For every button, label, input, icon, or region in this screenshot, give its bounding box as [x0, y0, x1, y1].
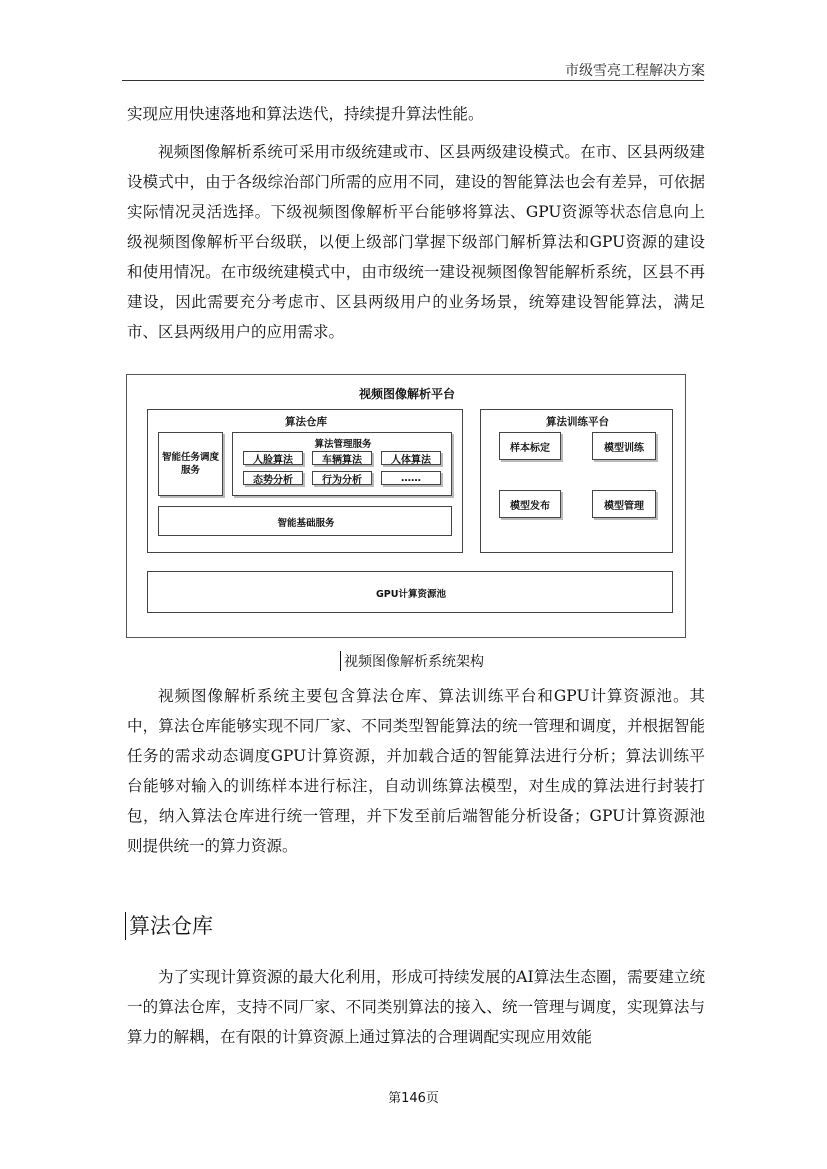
section-heading: 算法仓库 [125, 912, 213, 940]
management-box [232, 432, 452, 496]
training-item-publish: 模型发布 [499, 490, 561, 518]
base-service-box [158, 506, 452, 536]
algo-situation: 态势分析 [243, 471, 303, 485]
page-number: 第146页 [388, 1091, 439, 1106]
algo-more: …… [381, 471, 441, 485]
algo-body: 人体算法 [381, 451, 441, 465]
gpu-pool-box [147, 571, 673, 613]
header-divider [122, 80, 704, 81]
repository-title: 算法仓库 [285, 416, 327, 428]
algo-behavior: 行为分析 [312, 471, 372, 485]
training-item-train: 模型训练 [592, 432, 656, 460]
training-box [480, 409, 673, 553]
algo-vehicle: 车辆算法 [312, 451, 372, 465]
paragraph-3: 为了实现计算资源的最大化利用，形成可持续发展的AI算法生态圈，需要建立统一的算法仓库，支持不同厂家、不同类别算法的接入、统一管理与调度，实现算法与算力的解耦，在有限的计算资源上通过算法的合理调配实现应用效能 [127, 968, 705, 1046]
gpu-pool-label: GPU计算资源池 [376, 589, 446, 600]
training-item-labeling: 样本标定 [499, 432, 561, 460]
scheduler-box [158, 432, 223, 496]
base-service-label: 智能基础服务 [277, 518, 335, 529]
scheduler-label: 智能任务调度服务 [161, 452, 219, 476]
architecture-diagram [126, 374, 686, 638]
paragraph-1: 视频图像解析系统可采用市级统建或市、区县两级建设模式。在市、区县两级建设模式中，由于各级综治部门所需的应用不同，建设的智能算法也会有差异，可依据实际情况灵活选择。下级视频图像解析平台能够将算法、GPU资源等状态信息向上级视频图像解析平台级联，以便上级部门掌握下级部门解析算法和GPU资源的建设和使用情况。在市级统建模式中，由市级统一建设视频图像智能解析系统，区县不再建设，因此需要充分考虑市、区县两级用户的业务场景，统筹建设智能算法，满足市、区县两级用户的应用需求。 [127, 143, 705, 341]
header-title: 市级雪亮工程解决方案 [565, 63, 705, 79]
training-title: 算法训练平台 [546, 416, 609, 428]
figure-caption: 视频图像解析系统架构 [340, 651, 484, 671]
paragraph-0: 实现应用快速落地和算法迭代，持续提升算法性能。 [127, 105, 484, 123]
training-item-manage: 模型管理 [592, 490, 656, 518]
paragraph-2: 视频图像解析系统主要包含算法仓库、算法训练平台和GPU计算资源池。其中，算法仓库能够实现不同厂家、不同类型智能算法的统一管理和调度，并根据智能任务的需求动态调度GPU计算资源，并加载合适的智能算法进行分析；算法训练平台能够对输入的训练样本进行标注，自动训练算法模型，对生成的算法进行封装打包，纳入算法仓库进行统一管理，并下发至前后端智能分析设备；GPU计算资源池则提供统一的算力资源。 [127, 687, 705, 855]
algo-face: 人脸算法 [243, 451, 303, 465]
diagram-title: 视频图像解析平台 [358, 387, 455, 401]
repository-box [147, 409, 463, 553]
management-title: 算法管理服务 [314, 439, 372, 450]
